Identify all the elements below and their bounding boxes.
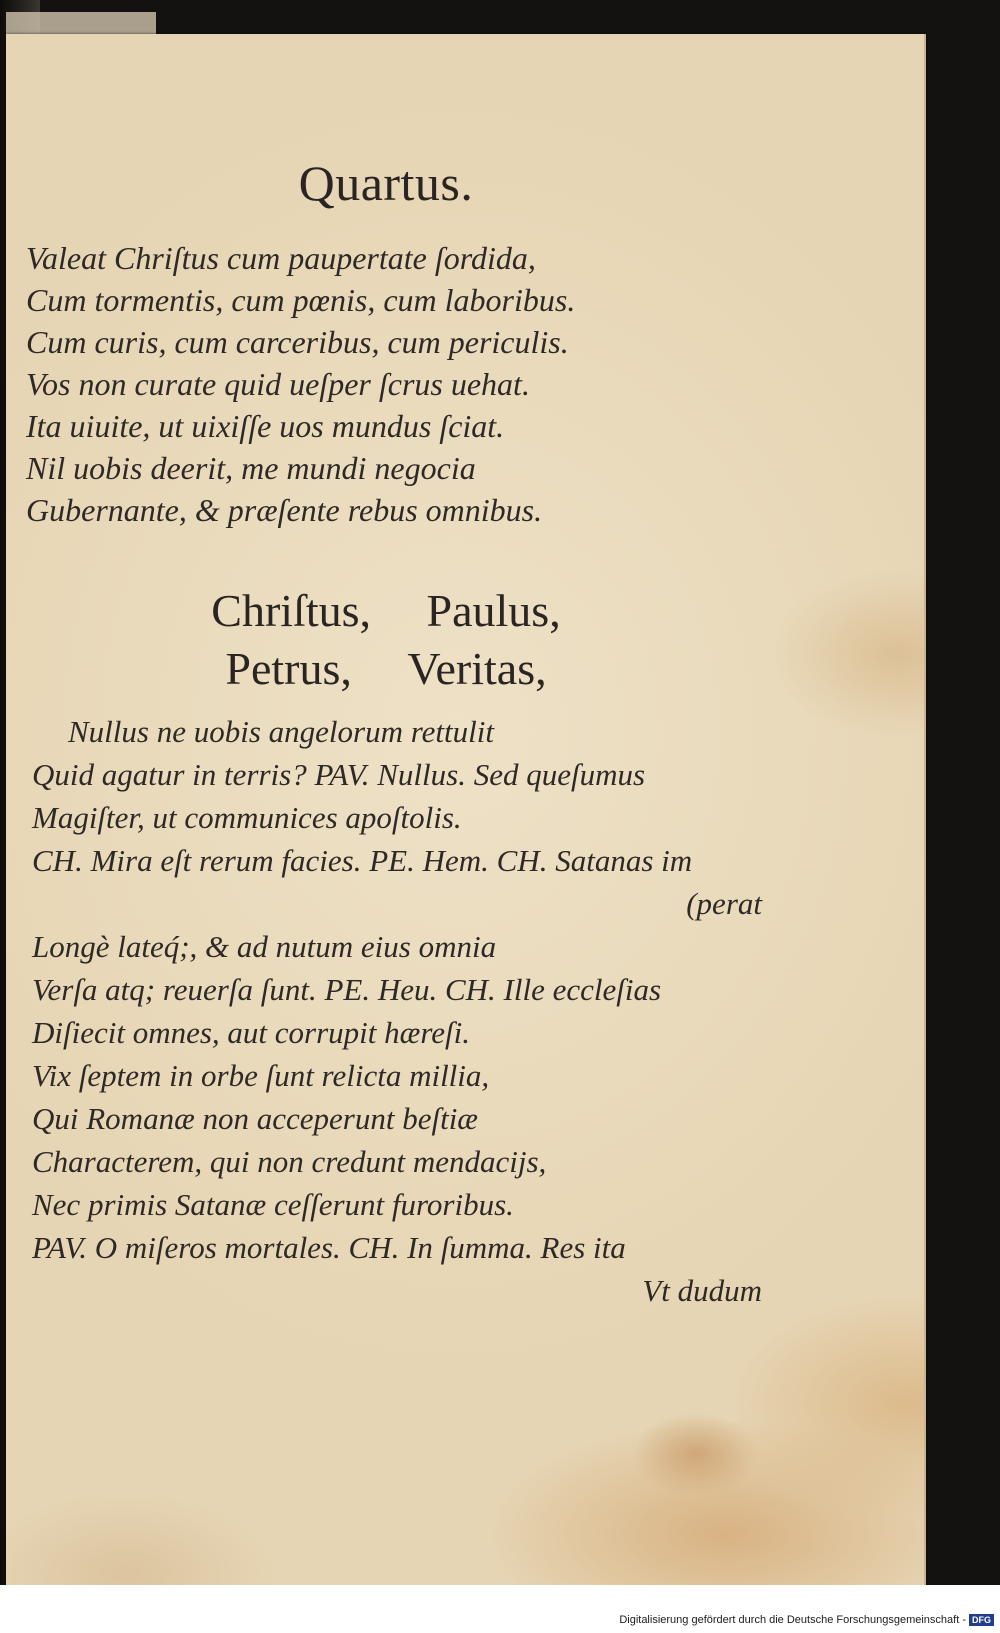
- speaker-name: Veritas,: [407, 643, 547, 694]
- speaker-list: [146, 582, 626, 698]
- dialogue-line: Verſa atq; reuerſa ſunt. PE. Heu. CH. Ille eccleſias: [32, 972, 662, 1007]
- verse-line: Vos non curate quid ueſper ſcrus uehat.: [26, 366, 530, 402]
- book-page: [6, 34, 926, 1590]
- dialogue-line: Longè lateq́;, & ad nutum eius omnia: [32, 929, 497, 964]
- dialogue-line: Characterem, qui non credunt mendacijs,: [32, 1144, 547, 1179]
- speaker-row: [146, 582, 626, 640]
- verse-block: [26, 237, 746, 531]
- dialogue-line: Nullus ne uobis angelorum rettulit: [68, 714, 494, 749]
- speaker-name: Chriſtus,: [211, 585, 372, 636]
- dialogue-line: Nec primis Satanæ ceſſerunt furoribus.: [32, 1187, 514, 1222]
- digitization-credit: [619, 1614, 994, 1626]
- catchword: Vt dudum: [642, 1273, 762, 1308]
- dialogue-line: Diſiecit omnes, aut corrupit hæreſi.: [32, 1015, 470, 1050]
- dialogue-line: CH. Mira eſt rerum facies. PE. Hem. CH. Satanas im: [32, 843, 693, 878]
- dialogue-line: Vix ſeptem in orbe ſunt relicta millia,: [32, 1058, 490, 1093]
- dialogue-line: PAV. O miſeros mortales. CH. In ſumma. Res ita: [32, 1230, 626, 1265]
- verse-line: Ita uiuite, ut uixiſſe uos mundus ſciat.: [26, 408, 505, 444]
- verse-line: Cum tormentis, cum pœnis, cum laboribus.: [26, 282, 576, 318]
- speaker-name: Petrus,: [225, 643, 352, 694]
- dialogue-block: [32, 710, 772, 1312]
- verse-line: Gubernante, & præſente rebus omnibus.: [26, 492, 543, 528]
- verse-line: Cum curis, cum carceribus, cum periculis.: [26, 324, 569, 360]
- dialogue-line: Magiſter, ut communices apoſtolis.: [32, 800, 462, 835]
- verse-line: Valeat Chriſtus cum paupertate ſordida,: [26, 240, 536, 276]
- speaker-name: Paulus,: [426, 585, 561, 636]
- verse-line: Nil uobis deerit, me mundi negocia: [26, 450, 476, 486]
- dfg-logo: DFG: [969, 1614, 994, 1626]
- dialogue-line: Qui Romanæ non acceperunt beſtiæ: [32, 1101, 478, 1136]
- credit-text: Digitalisierung gefördert durch die Deutsche Forschungsgemeinschaft -: [619, 1614, 966, 1626]
- dialogue-line: Quid agatur in terris? PAV. Nullus. Sed queſumus: [32, 757, 646, 792]
- dialogue-line-turnover: (perat: [686, 886, 762, 921]
- speaker-row: [146, 640, 626, 698]
- page-heading: Quartus.: [298, 155, 474, 211]
